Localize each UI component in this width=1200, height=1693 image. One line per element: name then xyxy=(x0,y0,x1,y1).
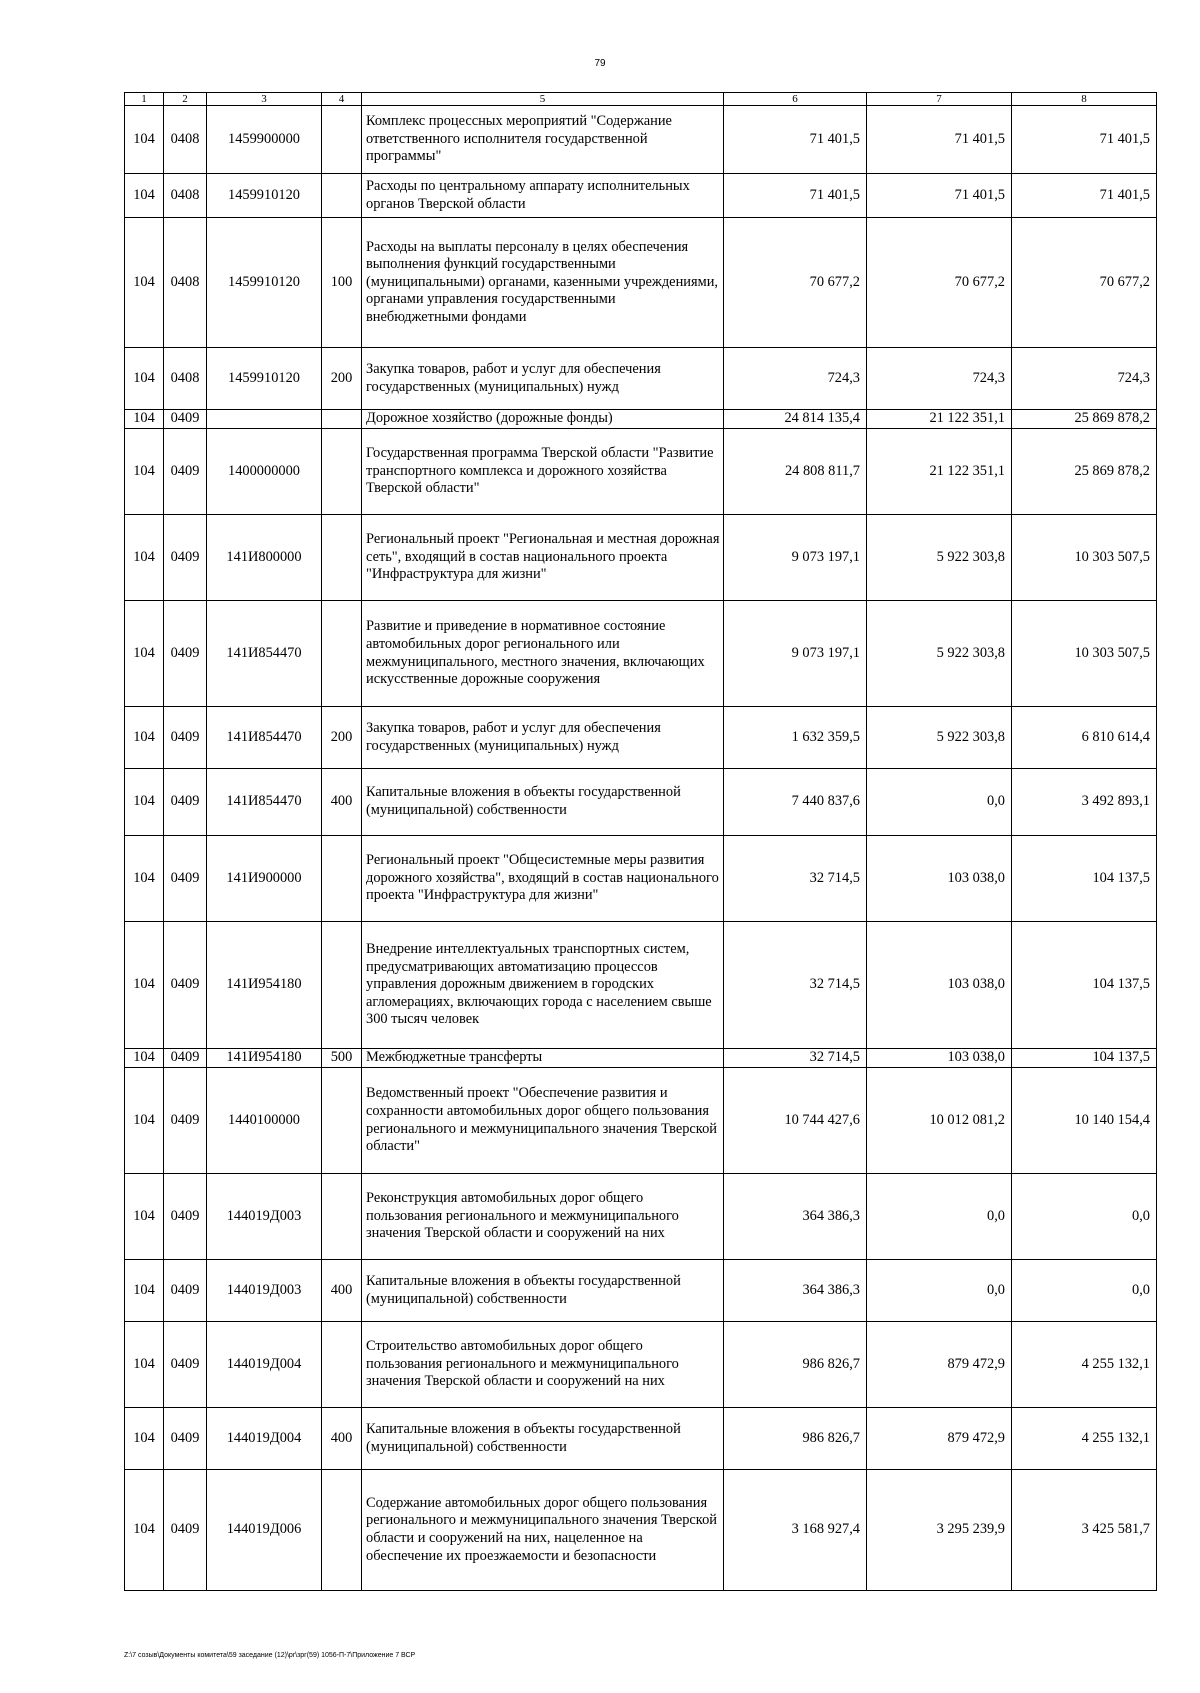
ministry-code: 104 xyxy=(125,429,164,515)
amount-col-6: 71 401,5 xyxy=(724,174,867,218)
amount-col-7: 21 122 351,1 xyxy=(867,410,1012,429)
amount-col-7: 21 122 351,1 xyxy=(867,429,1012,515)
expense-type-code: 400 xyxy=(322,1260,362,1322)
expense-type-code xyxy=(322,1174,362,1260)
column-header: 8 xyxy=(1012,93,1157,106)
expense-name: Закупка товаров, работ и услуг для обеспечения государственных (муниципальных) нужд xyxy=(362,348,724,410)
amount-col-8: 0,0 xyxy=(1012,1260,1157,1322)
amount-col-8: 10 303 507,5 xyxy=(1012,601,1157,707)
target-article-code: 144019Д004 xyxy=(207,1408,322,1470)
amount-col-8: 71 401,5 xyxy=(1012,174,1157,218)
target-article-code: 1459910120 xyxy=(207,174,322,218)
expense-type-code: 500 xyxy=(322,1049,362,1068)
table-row xyxy=(125,1049,1157,1068)
amount-col-7: 71 401,5 xyxy=(867,174,1012,218)
amount-col-6: 70 677,2 xyxy=(724,218,867,348)
column-header: 3 xyxy=(207,93,322,106)
amount-col-7: 0,0 xyxy=(867,769,1012,836)
table-row xyxy=(125,836,1157,922)
column-header: 5 xyxy=(362,93,724,106)
expense-name: Региональный проект "Региональная и местная дорожная сеть", входящий в состав национального проекта "Инфраструктура для жизни" xyxy=(362,515,724,601)
section-code: 0409 xyxy=(164,769,207,836)
expense-type-code: 200 xyxy=(322,348,362,410)
target-article-code: 141И954180 xyxy=(207,922,322,1049)
amount-col-8: 3 425 581,7 xyxy=(1012,1470,1157,1591)
section-code: 0409 xyxy=(164,922,207,1049)
expense-name: Дорожное хозяйство (дорожные фонды) xyxy=(362,410,724,429)
amount-col-6: 3 168 927,4 xyxy=(724,1470,867,1591)
ministry-code: 104 xyxy=(125,1470,164,1591)
expense-name: Капитальные вложения в объекты государственной (муниципальной) собственности xyxy=(362,769,724,836)
table-row xyxy=(125,1470,1157,1591)
amount-col-7: 103 038,0 xyxy=(867,1049,1012,1068)
amount-col-7: 103 038,0 xyxy=(867,922,1012,1049)
amount-col-7: 5 922 303,8 xyxy=(867,601,1012,707)
expense-type-code: 200 xyxy=(322,707,362,769)
expense-name: Региональный проект "Общесистемные меры развития дорожного хозяйства", входящий в состав национального проекта "Инфраструктура для жизни" xyxy=(362,836,724,922)
ministry-code: 104 xyxy=(125,1049,164,1068)
section-code: 0409 xyxy=(164,1174,207,1260)
expense-name: Комплекс процессных мероприятий "Содержание ответственного исполнителя государственной программы" xyxy=(362,106,724,174)
page-number: 79 xyxy=(594,58,606,69)
table-row xyxy=(125,515,1157,601)
amount-col-8: 6 810 614,4 xyxy=(1012,707,1157,769)
expense-name: Капитальные вложения в объекты государственной (муниципальной) собственности xyxy=(362,1408,724,1470)
expense-type-code: 100 xyxy=(322,218,362,348)
ministry-code: 104 xyxy=(125,106,164,174)
amount-col-8: 10 303 507,5 xyxy=(1012,515,1157,601)
ministry-code: 104 xyxy=(125,922,164,1049)
section-code: 0409 xyxy=(164,1068,207,1174)
target-article-code: 144019Д003 xyxy=(207,1174,322,1260)
target-article-code: 1459910120 xyxy=(207,348,322,410)
expense-name: Расходы на выплаты персоналу в целях обеспечения выполнения функций государственными (муниципальными) органами, казенными учреждениями, органами управления государственными внебюджетными фондами xyxy=(362,218,724,348)
amount-col-8: 4 255 132,1 xyxy=(1012,1408,1157,1470)
table-row xyxy=(125,410,1157,429)
amount-col-7: 879 472,9 xyxy=(867,1408,1012,1470)
expense-name: Межбюджетные трансферты xyxy=(362,1049,724,1068)
amount-col-8: 4 255 132,1 xyxy=(1012,1322,1157,1408)
amount-col-7: 10 012 081,2 xyxy=(867,1068,1012,1174)
target-article-code: 1440100000 xyxy=(207,1068,322,1174)
target-article-code: 1400000000 xyxy=(207,429,322,515)
table-row xyxy=(125,218,1157,348)
amount-col-6: 32 714,5 xyxy=(724,922,867,1049)
section-code: 0408 xyxy=(164,106,207,174)
amount-col-8: 71 401,5 xyxy=(1012,106,1157,174)
amount-col-6: 364 386,3 xyxy=(724,1260,867,1322)
target-article-code: 144019Д003 xyxy=(207,1260,322,1322)
ministry-code: 104 xyxy=(125,769,164,836)
expense-type-code: 400 xyxy=(322,769,362,836)
amount-col-8: 104 137,5 xyxy=(1012,922,1157,1049)
ministry-code: 104 xyxy=(125,348,164,410)
expense-type-code xyxy=(322,515,362,601)
amount-col-8: 10 140 154,4 xyxy=(1012,1068,1157,1174)
amount-col-8: 70 677,2 xyxy=(1012,218,1157,348)
amount-col-7: 724,3 xyxy=(867,348,1012,410)
target-article-code: 1459910120 xyxy=(207,218,322,348)
section-code: 0409 xyxy=(164,1260,207,1322)
expense-name: Государственная программа Тверской области "Развитие транспортного комплекса и дорожного хозяйства Тверской области" xyxy=(362,429,724,515)
section-code: 0409 xyxy=(164,601,207,707)
amount-col-8: 3 492 893,1 xyxy=(1012,769,1157,836)
amount-col-6: 10 744 427,6 xyxy=(724,1068,867,1174)
amount-col-7: 0,0 xyxy=(867,1260,1012,1322)
ministry-code: 104 xyxy=(125,601,164,707)
ministry-code: 104 xyxy=(125,410,164,429)
footer-file-path: Z:\7 созыв\Документы комитета\59 заседание (12)\pr\зрг(59) 1056-П-7\Приложение 7 ВСР xyxy=(124,1652,416,1659)
expense-name: Внедрение интеллектуальных транспортных систем, предусматривающих автоматизацию процессов управления дорожным движением в городских агломерациях, включающих города с населением свыше 300 тысяч человек xyxy=(362,922,724,1049)
table-row xyxy=(125,922,1157,1049)
target-article-code: 141И854470 xyxy=(207,769,322,836)
ministry-code: 104 xyxy=(125,174,164,218)
expense-type-code: 400 xyxy=(322,1408,362,1470)
section-code: 0409 xyxy=(164,1470,207,1591)
expense-name: Содержание автомобильных дорог общего пользования регионального и межмуниципального значения Тверской области и сооружений на них, нацеленное на обеспечение их проезжаемости и безопасности xyxy=(362,1470,724,1591)
amount-col-6: 7 440 837,6 xyxy=(724,769,867,836)
amount-col-7: 5 922 303,8 xyxy=(867,707,1012,769)
section-code: 0409 xyxy=(164,429,207,515)
ministry-code: 104 xyxy=(125,836,164,922)
amount-col-7: 879 472,9 xyxy=(867,1322,1012,1408)
expense-type-code xyxy=(322,174,362,218)
table-row xyxy=(125,348,1157,410)
amount-col-6: 9 073 197,1 xyxy=(724,601,867,707)
section-code: 0409 xyxy=(164,515,207,601)
expense-type-code xyxy=(322,1470,362,1591)
amount-col-6: 986 826,7 xyxy=(724,1322,867,1408)
expense-name: Развитие и приведение в нормативное состояние автомобильных дорог регионального или межмуниципального, местного значения, включающих искусственные дорожные сооружения xyxy=(362,601,724,707)
amount-col-6: 9 073 197,1 xyxy=(724,515,867,601)
ministry-code: 104 xyxy=(125,1068,164,1174)
target-article-code: 141И954180 xyxy=(207,1049,322,1068)
table-row xyxy=(125,429,1157,515)
expense-type-code xyxy=(322,429,362,515)
amount-col-6: 986 826,7 xyxy=(724,1408,867,1470)
ministry-code: 104 xyxy=(125,515,164,601)
column-header: 6 xyxy=(724,93,867,106)
target-article-code: 141И900000 xyxy=(207,836,322,922)
column-header: 1 xyxy=(125,93,164,106)
ministry-code: 104 xyxy=(125,1174,164,1260)
column-number-header-row xyxy=(125,93,1157,106)
expense-name: Ведомственный проект "Обеспечение развития и сохранности автомобильных дорог общего пользования регионального и межмуниципального значения Тверской области" xyxy=(362,1068,724,1174)
section-code: 0408 xyxy=(164,348,207,410)
section-code: 0409 xyxy=(164,1408,207,1470)
table-row xyxy=(125,601,1157,707)
section-code: 0409 xyxy=(164,1322,207,1408)
target-article-code: 144019Д006 xyxy=(207,1470,322,1591)
amount-col-6: 24 814 135,4 xyxy=(724,410,867,429)
amount-col-7: 103 038,0 xyxy=(867,836,1012,922)
target-article-code: 141И800000 xyxy=(207,515,322,601)
column-header: 2 xyxy=(164,93,207,106)
amount-col-8: 25 869 878,2 xyxy=(1012,429,1157,515)
expense-name: Реконструкция автомобильных дорог общего пользования регионального и межмуниципального значения Тверской области и сооружений на них xyxy=(362,1174,724,1260)
ministry-code: 104 xyxy=(125,1408,164,1470)
table-row xyxy=(125,1068,1157,1174)
table-row xyxy=(125,1408,1157,1470)
amount-col-8: 0,0 xyxy=(1012,1174,1157,1260)
expense-name: Строительство автомобильных дорог общего пользования регионального и межмуниципального значения Тверской области и сооружений на них xyxy=(362,1322,724,1408)
table-row xyxy=(125,1260,1157,1322)
amount-col-7: 71 401,5 xyxy=(867,106,1012,174)
amount-col-6: 32 714,5 xyxy=(724,1049,867,1068)
amount-col-6: 32 714,5 xyxy=(724,836,867,922)
ministry-code: 104 xyxy=(125,1260,164,1322)
amount-col-6: 71 401,5 xyxy=(724,106,867,174)
column-header: 7 xyxy=(867,93,1012,106)
table-row xyxy=(125,106,1157,174)
amount-col-7: 5 922 303,8 xyxy=(867,515,1012,601)
target-article-code: 144019Д004 xyxy=(207,1322,322,1408)
expense-type-code xyxy=(322,1068,362,1174)
expense-name: Закупка товаров, работ и услуг для обеспечения государственных (муниципальных) нужд xyxy=(362,707,724,769)
ministry-code: 104 xyxy=(125,1322,164,1408)
amount-col-8: 724,3 xyxy=(1012,348,1157,410)
budget-table xyxy=(124,92,1157,1591)
ministry-code: 104 xyxy=(125,218,164,348)
target-article-code: 141И854470 xyxy=(207,601,322,707)
amount-col-7: 0,0 xyxy=(867,1174,1012,1260)
section-code: 0409 xyxy=(164,1049,207,1068)
section-code: 0409 xyxy=(164,410,207,429)
section-code: 0409 xyxy=(164,836,207,922)
amount-col-6: 24 808 811,7 xyxy=(724,429,867,515)
table-row xyxy=(125,769,1157,836)
expense-type-code xyxy=(322,410,362,429)
expense-type-code xyxy=(322,1322,362,1408)
expense-type-code xyxy=(322,601,362,707)
section-code: 0408 xyxy=(164,218,207,348)
target-article-code xyxy=(207,410,322,429)
amount-col-7: 3 295 239,9 xyxy=(867,1470,1012,1591)
expense-name: Капитальные вложения в объекты государственной (муниципальной) собственности xyxy=(362,1260,724,1322)
section-code: 0408 xyxy=(164,174,207,218)
table-row xyxy=(125,174,1157,218)
ministry-code: 104 xyxy=(125,707,164,769)
section-code: 0409 xyxy=(164,707,207,769)
amount-col-8: 25 869 878,2 xyxy=(1012,410,1157,429)
amount-col-7: 70 677,2 xyxy=(867,218,1012,348)
amount-col-6: 724,3 xyxy=(724,348,867,410)
expense-name: Расходы по центральному аппарату исполнительных органов Тверской области xyxy=(362,174,724,218)
amount-col-8: 104 137,5 xyxy=(1012,1049,1157,1068)
table-row xyxy=(125,1322,1157,1408)
expense-type-code xyxy=(322,922,362,1049)
amount-col-6: 1 632 359,5 xyxy=(724,707,867,769)
column-header: 4 xyxy=(322,93,362,106)
expense-type-code xyxy=(322,106,362,174)
table-row xyxy=(125,1174,1157,1260)
amount-col-8: 104 137,5 xyxy=(1012,836,1157,922)
expense-type-code xyxy=(322,836,362,922)
amount-col-6: 364 386,3 xyxy=(724,1174,867,1260)
target-article-code: 141И854470 xyxy=(207,707,322,769)
table-row xyxy=(125,707,1157,769)
target-article-code: 1459900000 xyxy=(207,106,322,174)
